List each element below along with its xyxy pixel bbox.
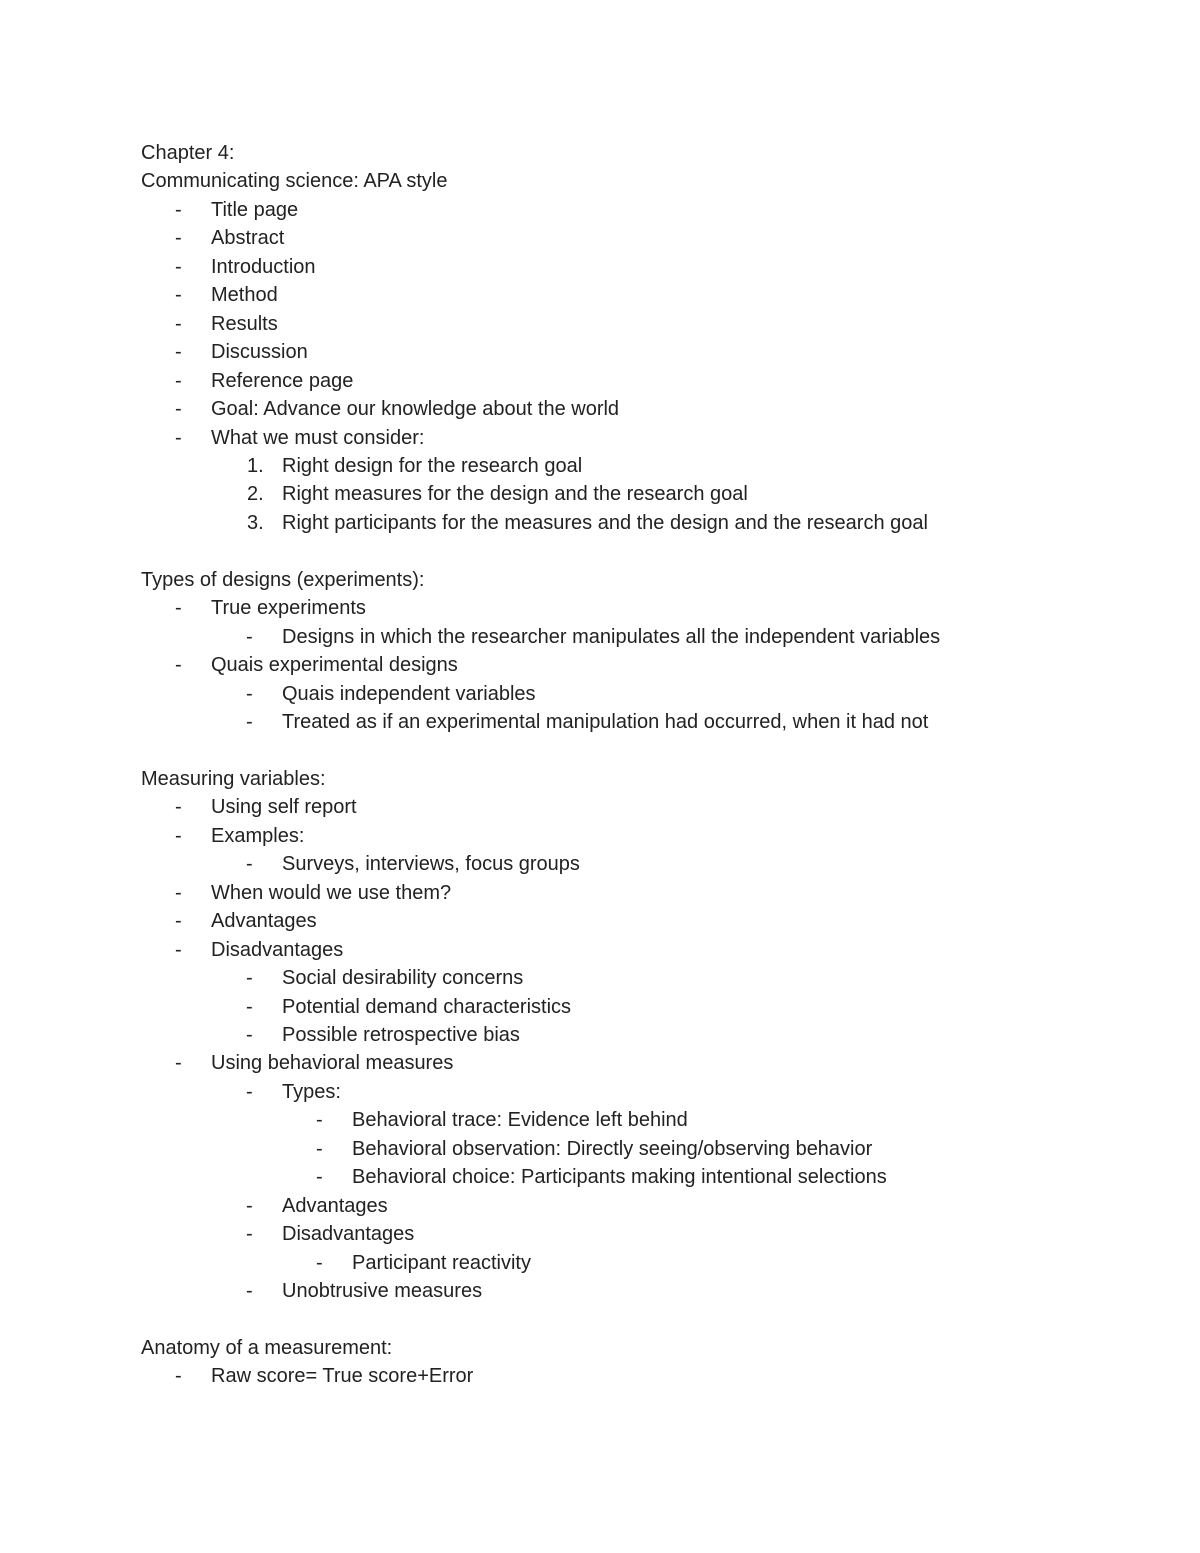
list-item bbox=[0, 310, 1200, 338]
line-text: Introduction bbox=[211, 255, 316, 278]
bullet-dash: - bbox=[175, 881, 182, 904]
list-item bbox=[0, 281, 1200, 309]
list-item bbox=[0, 907, 1200, 935]
line-text: When would we use them? bbox=[211, 881, 452, 904]
line-text: Designs in which the researcher manipulates all the independent variables bbox=[282, 625, 941, 648]
list-number: 2. bbox=[247, 483, 264, 506]
list-item bbox=[0, 1277, 1200, 1305]
line-text: Unobtrusive measures bbox=[282, 1280, 483, 1302]
line-text: Abstract bbox=[211, 227, 285, 250]
list-item bbox=[0, 936, 1200, 964]
line-text: Chapter 4: bbox=[141, 142, 235, 164]
line-text: Advantages bbox=[211, 910, 317, 933]
bullet-dash: - bbox=[175, 938, 182, 961]
bullet-dash: - bbox=[246, 625, 253, 648]
list-item bbox=[0, 509, 1200, 537]
line-text: Disadvantages bbox=[211, 938, 344, 961]
line-text: Examples: bbox=[211, 824, 305, 847]
bullet-dash: - bbox=[175, 824, 182, 847]
list-item bbox=[0, 1220, 1200, 1248]
bullet-dash: - bbox=[246, 1194, 253, 1217]
line-text: Right design for the research goal bbox=[282, 454, 583, 477]
list-item bbox=[0, 1135, 1200, 1163]
list-item bbox=[0, 850, 1200, 878]
bullet-dash: - bbox=[175, 369, 182, 392]
blank-line bbox=[0, 537, 1200, 565]
line-text: Using self report bbox=[211, 796, 357, 819]
bullet-dash: - bbox=[246, 1223, 253, 1246]
bullet-dash: - bbox=[316, 1166, 323, 1189]
list-item bbox=[0, 651, 1200, 679]
list-item bbox=[0, 623, 1200, 651]
bullet-dash: - bbox=[175, 654, 182, 677]
line-text: Behavioral trace: Evidence left behind bbox=[352, 1109, 688, 1132]
line-text: Quais independent variables bbox=[282, 682, 536, 705]
line-text: Types of designs (experiments): bbox=[141, 568, 425, 591]
line-text: Social desirability concerns bbox=[282, 967, 524, 990]
list-item bbox=[0, 1106, 1200, 1134]
list-item bbox=[0, 224, 1200, 252]
bullet-dash: - bbox=[175, 910, 182, 933]
bullet-dash: - bbox=[246, 682, 253, 705]
line-text: Possible retrospective bias bbox=[282, 1023, 520, 1046]
line-text: Raw score= True score+Error bbox=[211, 1365, 474, 1388]
bullet-dash: - bbox=[175, 227, 182, 250]
list-item bbox=[0, 1249, 1200, 1277]
bullet-dash: - bbox=[175, 341, 182, 364]
list-item bbox=[0, 1362, 1200, 1390]
section-heading bbox=[0, 566, 1200, 594]
line-text: Discussion bbox=[211, 341, 308, 364]
line-text: Surveys, interviews, focus groups bbox=[282, 853, 580, 876]
list-item bbox=[0, 452, 1200, 480]
bullet-dash: - bbox=[175, 312, 182, 335]
line-text: Right participants for the measures and the design and the research goal bbox=[282, 511, 928, 534]
bullet-dash: - bbox=[246, 1023, 253, 1046]
bullet-dash: - bbox=[246, 711, 253, 733]
list-item bbox=[0, 395, 1200, 423]
list-number: 1. bbox=[247, 454, 264, 477]
list-item bbox=[0, 1078, 1200, 1106]
blank-line bbox=[0, 736, 1200, 764]
line-text: Behavioral choice: Participants making intentional selections bbox=[352, 1166, 887, 1189]
list-item bbox=[0, 822, 1200, 850]
bullet-dash: - bbox=[316, 1137, 323, 1160]
line-text: Method bbox=[211, 284, 278, 307]
bullet-dash: - bbox=[246, 1280, 253, 1302]
list-item bbox=[0, 338, 1200, 366]
list-item bbox=[0, 879, 1200, 907]
list-item bbox=[0, 793, 1200, 821]
bullet-dash: - bbox=[175, 796, 182, 819]
line-text: Anatomy of a measurement: bbox=[141, 1336, 393, 1359]
line-text: Participant reactivity bbox=[352, 1251, 531, 1274]
bullet-dash: - bbox=[175, 426, 182, 449]
list-item bbox=[0, 424, 1200, 452]
blank-line bbox=[0, 1305, 1200, 1333]
section-heading bbox=[0, 1334, 1200, 1362]
list-item bbox=[0, 1163, 1200, 1191]
list-item bbox=[0, 1192, 1200, 1220]
list-item bbox=[0, 253, 1200, 281]
list-item bbox=[0, 964, 1200, 992]
list-item bbox=[0, 680, 1200, 708]
line-text: Types: bbox=[282, 1080, 341, 1103]
line-text: Potential demand characteristics bbox=[282, 995, 572, 1018]
section-heading bbox=[0, 139, 1200, 167]
list-item bbox=[0, 196, 1200, 224]
list-item bbox=[0, 594, 1200, 622]
line-text: Disadvantages bbox=[282, 1223, 415, 1246]
bullet-dash: - bbox=[246, 995, 253, 1018]
bullet-dash: - bbox=[175, 1365, 182, 1388]
list-number: 3. bbox=[247, 511, 264, 534]
bullet-dash: - bbox=[316, 1251, 323, 1274]
section-heading bbox=[0, 167, 1200, 195]
bullet-dash: - bbox=[175, 284, 182, 307]
bullet-dash: - bbox=[246, 1080, 253, 1103]
bullet-dash: - bbox=[175, 597, 182, 620]
line-text: Quais experimental designs bbox=[211, 654, 458, 677]
bullet-dash: - bbox=[175, 1052, 182, 1075]
line-text: Goal: Advance our knowledge about the world bbox=[211, 398, 620, 421]
bullet-dash: - bbox=[246, 853, 253, 876]
list-item bbox=[0, 993, 1200, 1021]
line-text: Reference page bbox=[211, 369, 354, 392]
list-item bbox=[0, 708, 1200, 736]
line-text: Behavioral observation: Directly seeing/observing behavior bbox=[352, 1137, 873, 1160]
list-item bbox=[0, 367, 1200, 395]
list-item bbox=[0, 1049, 1200, 1077]
line-text: What we must consider: bbox=[211, 426, 425, 449]
line-text: Advantages bbox=[282, 1194, 388, 1217]
bullet-dash: - bbox=[175, 255, 182, 278]
line-text: Measuring variables: bbox=[141, 767, 326, 790]
line-text: Using behavioral measures bbox=[211, 1052, 454, 1075]
line-text: Treated as if an experimental manipulation had occurred, when it had not bbox=[282, 711, 929, 733]
line-text: Title page bbox=[211, 198, 299, 221]
line-text: True experiments bbox=[211, 597, 366, 620]
line-text: Right measures for the design and the research goal bbox=[282, 483, 748, 506]
section-heading bbox=[0, 765, 1200, 793]
list-item bbox=[0, 480, 1200, 508]
line-text: Results bbox=[211, 312, 278, 335]
list-item bbox=[0, 1021, 1200, 1049]
bullet-dash: - bbox=[175, 398, 182, 421]
bullet-dash: - bbox=[175, 198, 182, 221]
bullet-dash: - bbox=[246, 967, 253, 990]
line-text: Communicating science: APA style bbox=[141, 170, 448, 193]
bullet-dash: - bbox=[316, 1109, 323, 1132]
